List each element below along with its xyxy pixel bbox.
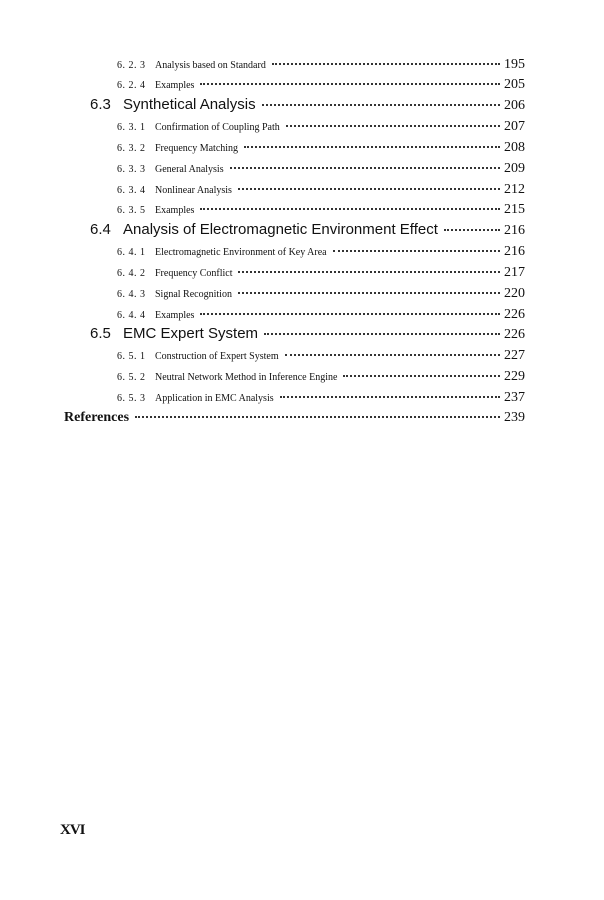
toc-title: References xyxy=(64,410,130,425)
toc-entry-6-3-1[interactable] xyxy=(117,119,525,139)
toc-section-title: Synthetical Analysis xyxy=(123,96,256,113)
toc-entry-6-3-4[interactable] xyxy=(117,182,525,202)
toc-number: 6. 3. 5 xyxy=(117,205,146,216)
toc-page-number: 226 xyxy=(504,327,525,342)
toc-section-number: 6.5 xyxy=(90,325,111,342)
toc-entry-6-5-2[interactable] xyxy=(117,369,525,389)
toc-title: Examples xyxy=(155,80,195,91)
toc-section-title: Analysis of Electromagnetic Environment Effect xyxy=(123,221,438,238)
toc-entry-6-2-4[interactable] xyxy=(117,77,525,97)
toc-number: 6. 4. 3 xyxy=(117,289,146,300)
toc-number: 6. 4. 1 xyxy=(117,247,146,258)
toc-title: Nonlinear Analysis xyxy=(155,185,232,196)
dot-leader xyxy=(333,250,500,252)
toc-page-number: 239 xyxy=(504,410,525,425)
toc-number: 6. 3. 4 xyxy=(117,185,146,196)
toc-title: Examples xyxy=(155,310,195,321)
toc-page-number: 217 xyxy=(504,265,525,280)
dot-leader xyxy=(286,125,500,127)
dot-leader xyxy=(200,313,500,315)
toc-entry-6-3-2[interactable] xyxy=(117,140,525,160)
toc-title: Examples xyxy=(155,205,195,216)
dot-leader xyxy=(135,416,500,418)
dot-leader xyxy=(238,292,500,294)
toc-number: 6. 3. 1 xyxy=(117,122,146,133)
toc-page-number: 205 xyxy=(504,77,525,92)
toc-number: 6. 5. 1 xyxy=(117,351,146,362)
toc-title: Neutral Network Method in Inference Engine xyxy=(155,372,338,383)
toc-page-number: 216 xyxy=(504,223,525,238)
toc-section-number: 6.4 xyxy=(90,221,111,238)
toc-number: 6. 4. 2 xyxy=(117,268,146,279)
page-folio: XVI xyxy=(60,822,85,838)
toc-title: Electromagnetic Environment of Key Area xyxy=(155,247,327,258)
dot-leader xyxy=(230,167,500,169)
toc-section-6-3[interactable] xyxy=(90,96,525,118)
toc-page-number: 212 xyxy=(504,182,525,197)
dot-leader xyxy=(262,104,500,106)
toc-page-number: 195 xyxy=(504,57,525,72)
toc-title: Signal Recognition xyxy=(155,289,232,300)
dot-leader xyxy=(444,229,500,231)
toc-page-number: 207 xyxy=(504,119,525,134)
toc-page-number: 206 xyxy=(504,98,525,113)
toc-number: 6. 2. 4 xyxy=(117,80,146,91)
toc-section-number: 6.3 xyxy=(90,96,111,113)
dot-leader xyxy=(280,396,500,398)
toc-title: Construction of Expert System xyxy=(155,351,279,362)
toc-page-number: 226 xyxy=(504,307,525,322)
toc-number: 6. 2. 3 xyxy=(117,60,146,71)
toc-page-number: 208 xyxy=(504,140,525,155)
dot-leader xyxy=(200,208,500,210)
dot-leader xyxy=(285,354,500,356)
dot-leader xyxy=(272,63,500,65)
toc-section-6-4[interactable] xyxy=(90,221,525,243)
toc-entry-6-5-3[interactable] xyxy=(117,390,525,410)
toc-number: 6. 3. 3 xyxy=(117,164,146,175)
toc-entry-6-4-1[interactable] xyxy=(117,244,525,264)
toc-entry-6-2-3[interactable] xyxy=(117,57,525,77)
toc-title: Application in EMC Analysis xyxy=(155,393,274,404)
toc-section-title: EMC Expert System xyxy=(123,325,259,342)
toc-number: 6. 5. 3 xyxy=(117,393,146,404)
dot-leader xyxy=(200,83,500,85)
toc-entry-6-4-3[interactable] xyxy=(117,286,525,306)
toc-page-number: 209 xyxy=(504,161,525,176)
toc-page-number: 229 xyxy=(504,369,525,384)
toc-number: 6. 4. 4 xyxy=(117,310,146,321)
toc-title: Analysis based on Standard xyxy=(155,60,266,71)
toc-number: 6. 3. 2 xyxy=(117,143,146,154)
toc-page-number: 237 xyxy=(504,390,525,405)
toc-title: Frequency Matching xyxy=(155,143,239,154)
toc-page-number: 220 xyxy=(504,286,525,301)
toc-entry-6-4-4[interactable] xyxy=(117,307,525,327)
toc-entry-references[interactable] xyxy=(64,410,525,430)
toc-entry-6-3-3[interactable] xyxy=(117,161,525,181)
toc-page-number: 216 xyxy=(504,244,525,259)
toc-title: General Analysis xyxy=(155,164,224,175)
toc-entry-6-4-2[interactable] xyxy=(117,265,525,285)
dot-leader xyxy=(264,333,500,335)
dot-leader xyxy=(343,375,500,377)
dot-leader xyxy=(244,146,500,148)
dot-leader xyxy=(238,271,500,273)
toc-title: Confirmation of Coupling Path xyxy=(155,122,280,133)
toc-page-number: 227 xyxy=(504,348,525,363)
toc-title: Frequency Conflict xyxy=(155,268,233,279)
dot-leader xyxy=(238,188,500,190)
toc-entry-6-5-1[interactable] xyxy=(117,348,525,368)
toc-section-6-5[interactable] xyxy=(90,325,525,347)
toc-number: 6. 5. 2 xyxy=(117,372,146,383)
toc-page-number: 215 xyxy=(504,202,525,217)
toc-entry-6-3-5[interactable] xyxy=(117,202,525,222)
